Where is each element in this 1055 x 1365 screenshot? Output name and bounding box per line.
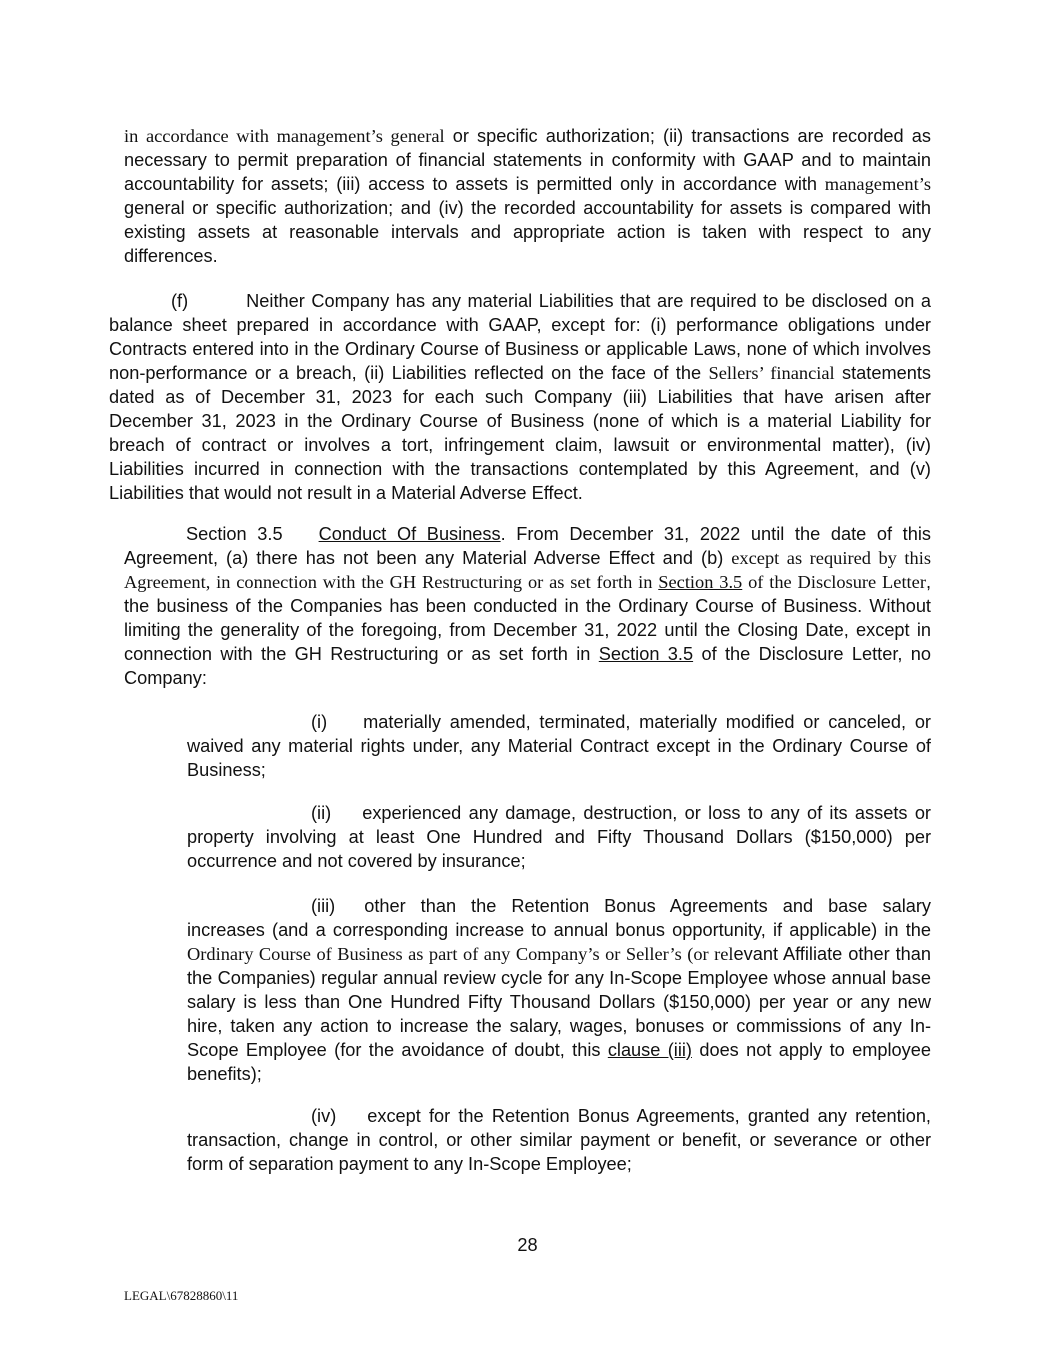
text-run: other than the Retention Bonus Agreements and base salary increases (and a corresponding increase to annual bonus opportunity, if applicable) in the <box>187 896 931 940</box>
section-number: Section 3.5 <box>186 524 283 544</box>
text-run: statements dated as of December 31, 2023 for each such Company (iii) Liabilities that have arisen after December 31, 2023 in the Ordinary Course of Business (none of which is a material Liability for breach of contract or involves a tort, infringement claim, lawsuit or environmental matter), (iv) Liabilities incurred in connection with the transactions contemplated by this Agreement, and (v) Liabilities that would not result in a Material Adverse Effect. <box>109 363 931 503</box>
heading-period: . <box>500 524 506 544</box>
text-run: does not apply to employee benefits); <box>187 1040 931 1084</box>
item-label: (iv) <box>311 1106 337 1126</box>
item-label: (iii) <box>311 896 336 916</box>
item-label: (ii) <box>311 803 332 823</box>
text-run: From December 31, 2022 until the date of this Agreement, (a) there has not been any Material Adverse Effect and (b) <box>124 524 931 568</box>
text-run: of the Disclosure Letter, no Company: <box>124 644 932 688</box>
serif-text: Ordinary Course of Business as part of any Company’s or Seller’s (or rel <box>187 944 734 964</box>
text-run: evant Affiliate other than the Companies) regular annual review cycle for any In-Scope Employee whose annual base salary is less than One Hundred Fifty Thousand Dollars ($150,000) per year or any new hire, taken any action to increase the salary, wages, bonuses or commissions of any In-Scope Employee (for the avoidance of doubt, this <box>187 944 931 1060</box>
section-3-5 <box>124 522 931 690</box>
serif-text: of the Disclosure Letter <box>742 572 926 592</box>
paragraph-f <box>109 289 931 505</box>
section-reference: Section 3.5 <box>598 644 694 664</box>
list-item-ii <box>187 801 931 873</box>
text-run: Neither Company has any material Liabilities that are required to be disclosed on a balance sheet prepared in accordance with GAAP, except for: (i) performance obligations under Contracts entered into in the Ordinary Course of Business or applicable Laws, none of which involves non-performance or a breach, (ii) Liabilities reflected on the face of the <box>109 291 931 383</box>
item-text: except for the Retention Bonus Agreements, granted any retention, transaction, change in control, or other similar payment or benefit, or severance or other form of separation payment to any In-Scope Employee; <box>187 1106 931 1174</box>
serif-text: except as required by this Agreement, in connection with the GH Restructuring or as set forth in <box>124 548 931 592</box>
text-run: or specific authorization; (ii) transactions are recorded as necessary to permit preparation of financial statements in conformity with GAAP and to maintain accountability for assets; (iii) access to assets is permitted only in accordance with <box>124 126 931 194</box>
section-reference: Section 3.5 <box>658 572 743 592</box>
paragraph-e-continuation <box>124 124 931 268</box>
clause-reference: clause (iii) <box>607 1040 692 1060</box>
list-item-iii <box>187 894 931 1086</box>
page-number: 28 <box>517 1235 538 1255</box>
list-item-i <box>187 710 931 782</box>
text-run: , the business of the Companies has been conducted in the Ordinary Course of Business. Without limiting the generality of the foregoing, from December 31, 2022 until the Closing Date, except in connection with the GH Restructuring or as set forth in <box>124 572 932 664</box>
list-item-iv <box>187 1104 931 1176</box>
item-text: experienced any damage, destruction, or loss to any of its assets or property involving at least One Hundred and Fifty Thousand Dollars ($150,000) per occurrence and not covered by insurance; <box>187 803 931 871</box>
serif-text: in accordance with management’s general <box>124 126 445 146</box>
document-id: LEGAL\67828860\11 <box>124 1288 239 1303</box>
item-label: (i) <box>311 712 328 732</box>
text-run: general or specific authorization; and (iv) the recorded accountability for assets is compared with existing assets at reasonable intervals and appropriate action is taken with respect to any differences. <box>124 198 931 266</box>
serif-text: management’s <box>824 174 931 194</box>
section-heading: Conduct Of Business <box>318 524 501 544</box>
serif-text: Sellers’ financial <box>708 363 835 383</box>
item-text: materially amended, terminated, materially modified or canceled, or waived any material rights under, any Material Contract except in the Ordinary Course of Business; <box>187 712 931 780</box>
paragraph-label: (f) <box>171 291 189 311</box>
